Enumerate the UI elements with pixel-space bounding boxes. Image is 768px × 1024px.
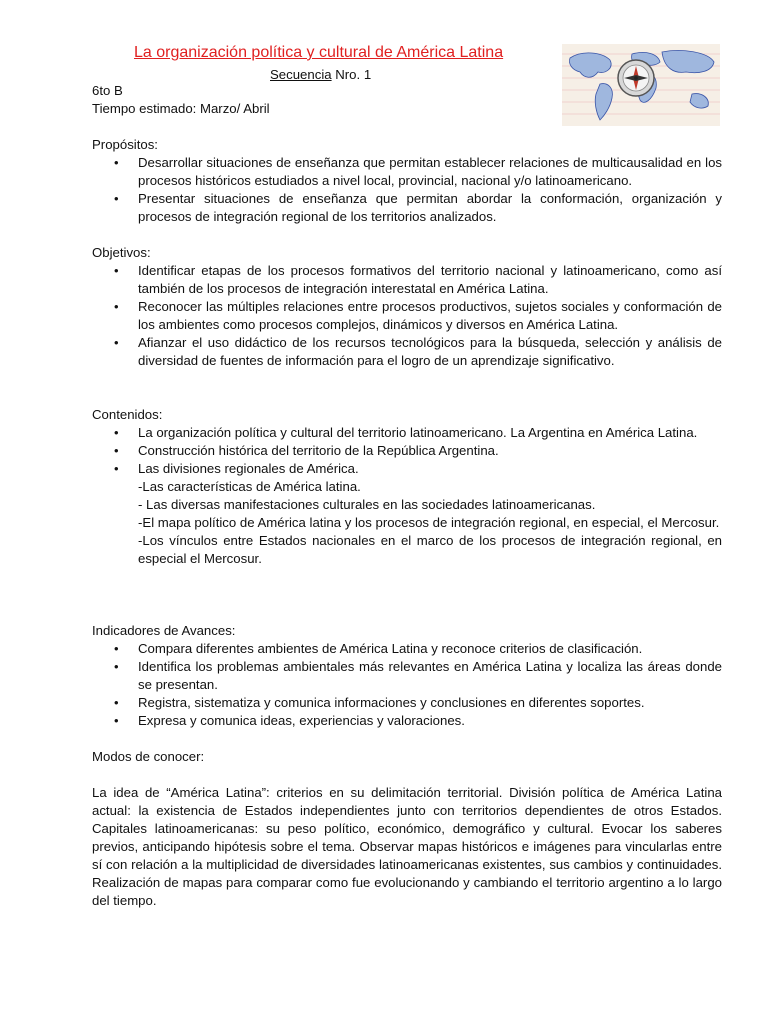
sub-item: -Los vínculos entre Estados nacionales en el marco de los procesos de integración regional, en especial el Mercosur.: [138, 533, 722, 566]
subtitle-secuencia: Secuencia: [270, 67, 332, 82]
sub-item: - Las diversas manifestaciones culturales en las sociedades latinoamericanas.: [138, 497, 596, 512]
world-map-compass-icon: [562, 44, 720, 126]
section-heading: Contenidos:: [92, 407, 163, 422]
section-objetivos: [92, 244, 722, 370]
list-item-text: Las divisiones regionales de América.: [138, 461, 359, 476]
list-item: • Registra, sistematiza y comunica informaciones y conclusiones en diferentes soportes.: [92, 694, 722, 712]
section-heading: Objetivos:: [92, 245, 151, 260]
document-meta: [92, 82, 270, 118]
section-indicadores: [92, 622, 722, 730]
list-item: • Compara diferentes ambientes de América Latina y reconoce criterios de clasificación.: [92, 640, 722, 658]
list-item: • La organización política y cultural del territorio latinoamericano. La Argentina en América Latina.: [92, 424, 722, 442]
list-item: • Desarrollar situaciones de enseñanza que permitan establecer relaciones de multicausalidad en los procesos históricos estudiados a nivel local, provincial, nacional y/o latinoamericano.: [92, 154, 722, 190]
subtitle-number: Nro. 1: [331, 67, 372, 82]
time-estimate: Tiempo estimado: Marzo/ Abril: [92, 101, 270, 116]
list-item: • Identifica los problemas ambientales más relevantes en América Latina y localiza las áreas donde se presentan.: [92, 658, 722, 694]
section-contenidos: [92, 406, 722, 568]
sub-item: -Las características de América latina.: [138, 479, 361, 494]
list-item: • Construcción histórica del territorio de la República Argentina.: [92, 442, 722, 460]
document-subtitle: [270, 66, 371, 84]
list-item: [92, 460, 722, 568]
list-item: • Presentar situaciones de enseñanza que permitan abordar la conformación, organización y procesos de integración regional de los territorios analizados.: [92, 190, 722, 226]
list-item: • Expresa y comunica ideas, experiencias y valoraciones.: [92, 712, 722, 730]
list-item: • Reconocer las múltiples relaciones entre procesos productivos, sujetos sociales y conformación de los ambientes como procesos complejos, dinámicos y diversos en América Latina.: [92, 298, 722, 334]
document-title: La organización política y cultural de América Latina: [134, 44, 504, 61]
list-item: • Identificar etapas de los procesos formativos del territorio nacional y latinoamericano, como así también de los procesos de integración interestatal en América Latina.: [92, 262, 722, 298]
section-modos: [92, 748, 722, 910]
section-heading: Modos de conocer:: [92, 749, 205, 764]
grade-label: 6to B: [92, 83, 123, 98]
section-heading: Propósitos:: [92, 137, 158, 152]
section-heading: Indicadores de Avances:: [92, 623, 236, 638]
list-item: • Afianzar el uso didáctico de los recursos tecnológicos para la búsqueda, selección y análisis de diversidad de fuentes de información para el logro de un aprendizaje significativo.: [92, 334, 722, 370]
section-propositos: [92, 136, 722, 226]
body-paragraph: La idea de “América Latina”: criterios en su delimitación territorial. División política de América Latina actual: la existencia de Estados independientes junto con territorios dependientes de otros Estados. Capitales latinoamericanas: su peso político, económico, demográfico y cultural. Evocar los saberes previos, anticipando hipótesis sobre el tema. Observar mapas históricos e imágenes para vincularlas entre sí con relación a la multiplicidad de diversidades latinoamericanas existentes, sus cambios y continuidades. Realización de mapas para comparar como fue evolucionando y cambiando el territorio argentino a lo largo del tiempo.: [92, 785, 722, 908]
sub-item: -El mapa político de América latina y los procesos de integración regional, en especial, el Mercosur.: [138, 515, 720, 530]
